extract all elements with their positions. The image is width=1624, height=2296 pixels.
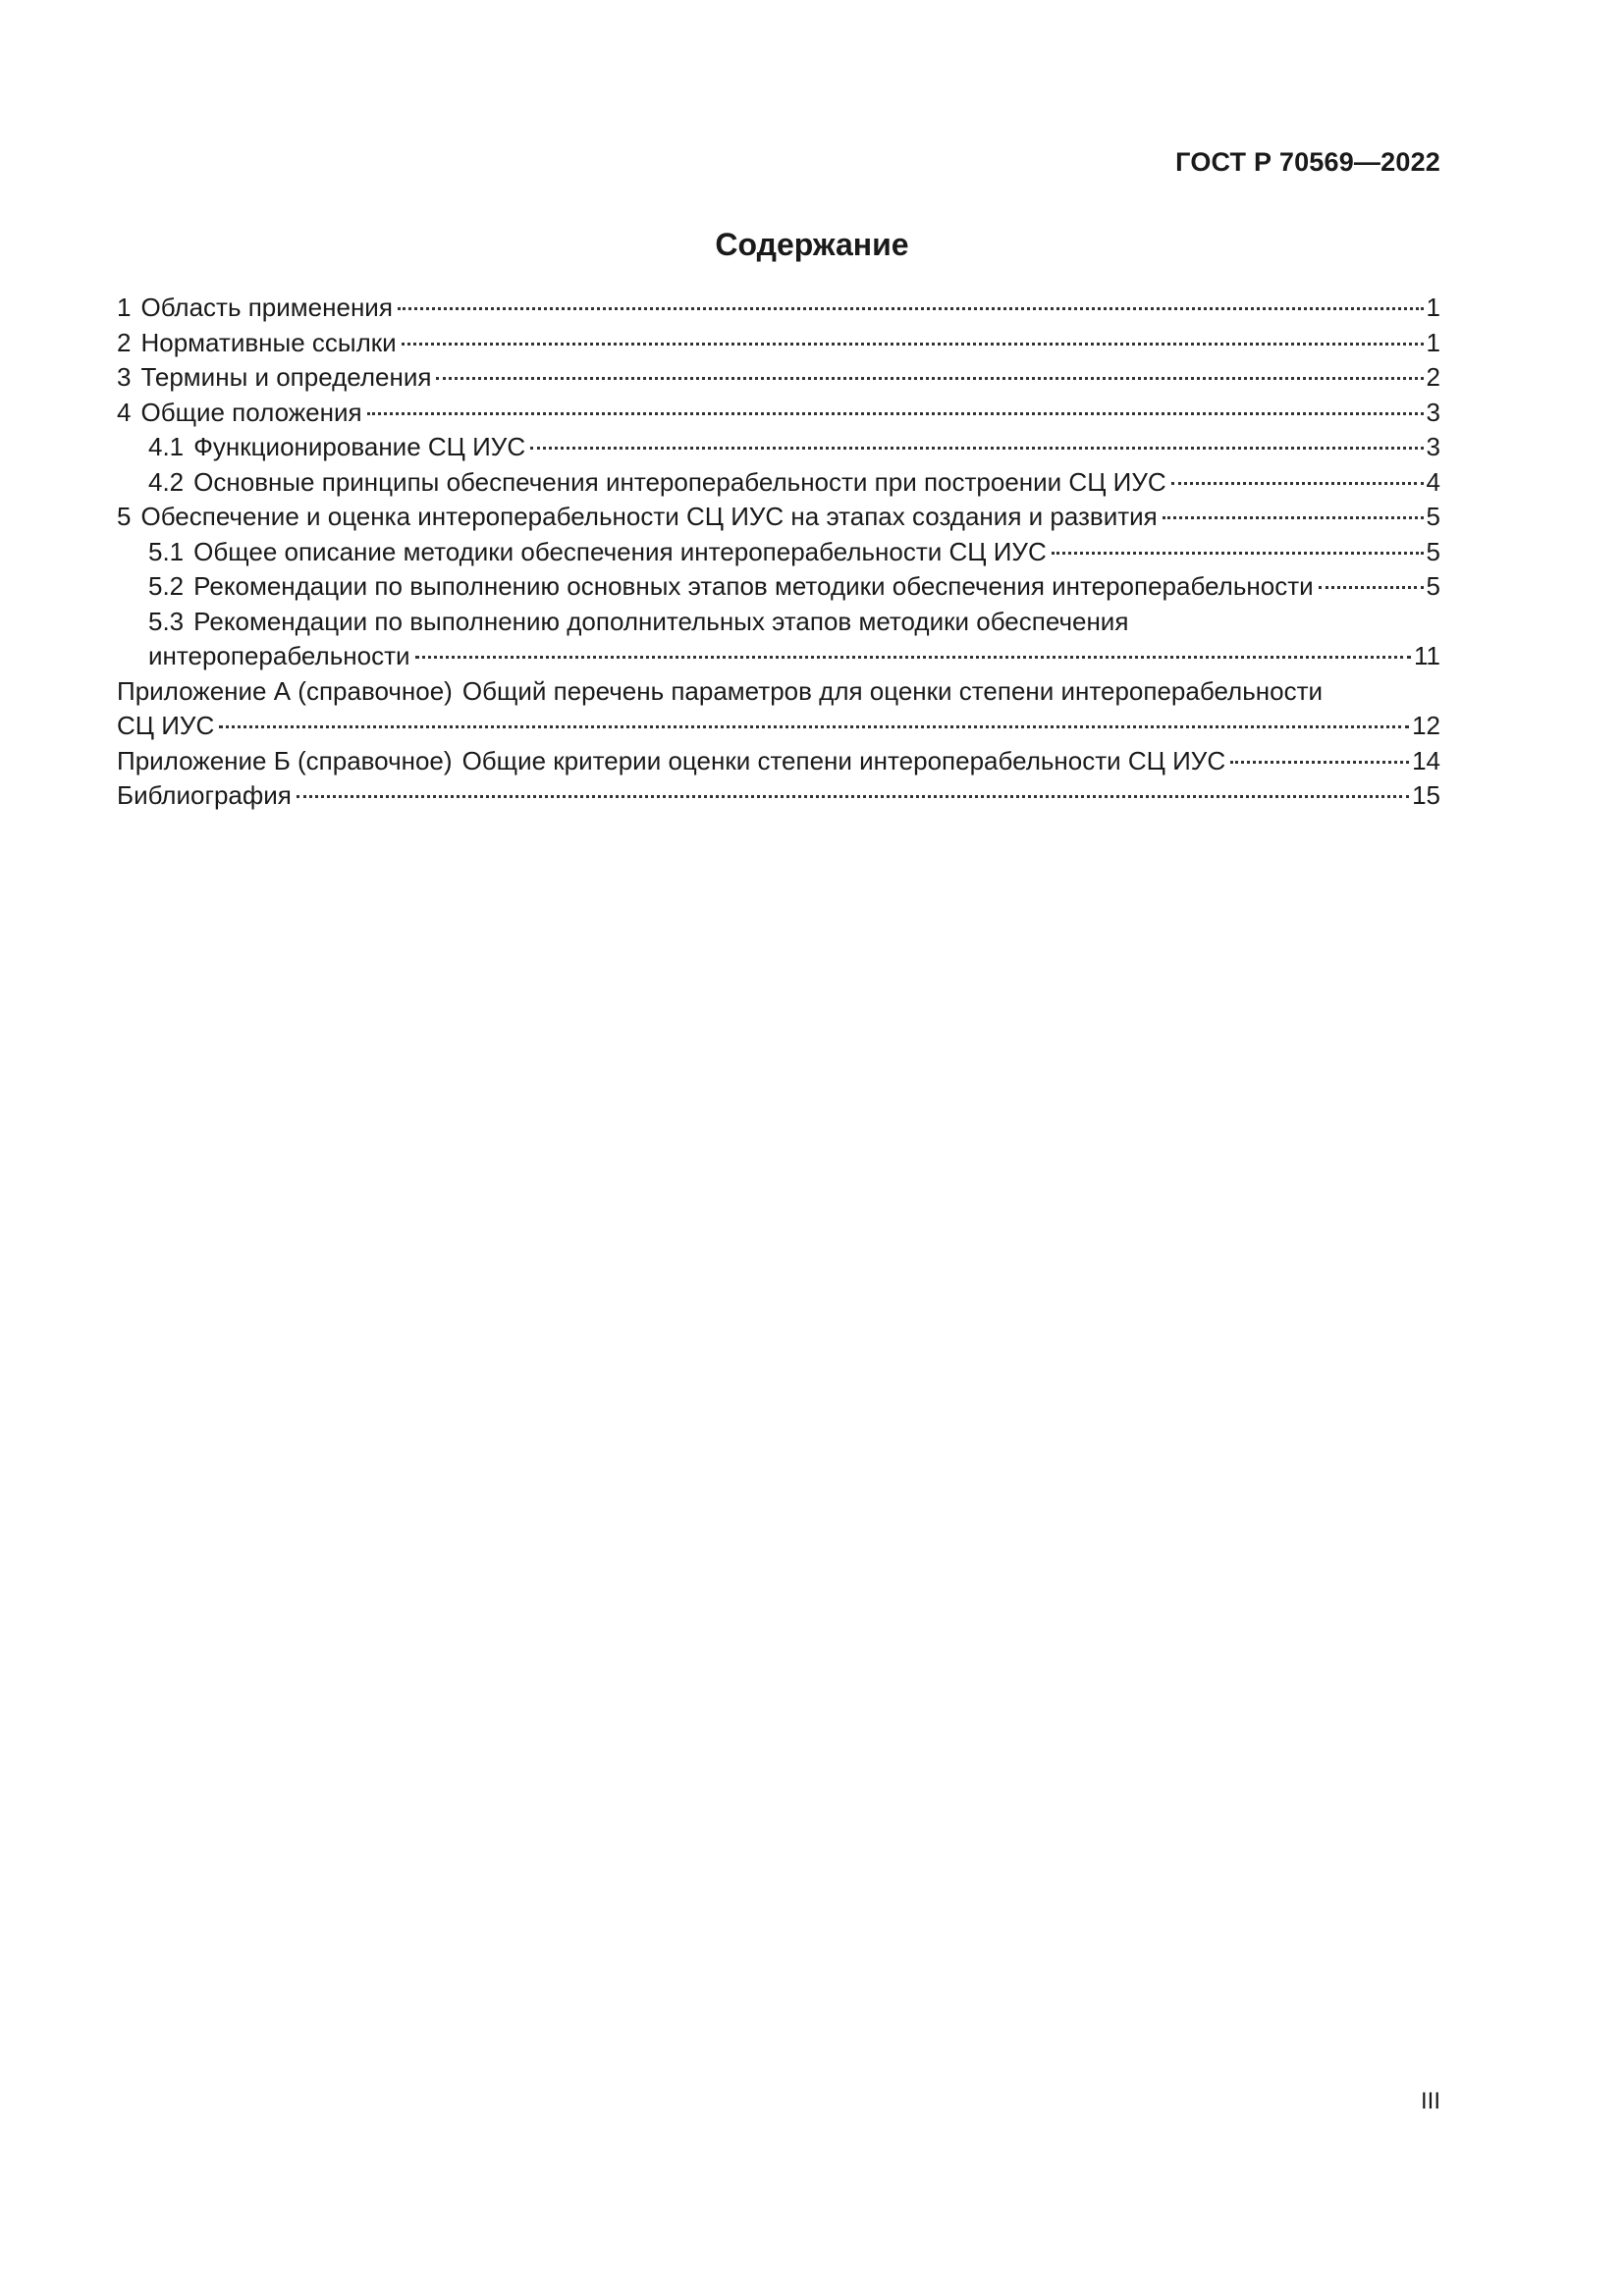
toc-entry-appendix-b[interactable] bbox=[117, 744, 1440, 779]
toc-entry-title: Библиография bbox=[117, 780, 292, 810]
toc-entry-5-2[interactable] bbox=[117, 569, 1440, 605]
dot-leader bbox=[219, 725, 1409, 728]
toc-entry-number: Приложение Б (справочное) bbox=[117, 745, 453, 775]
toc-entry-3[interactable] bbox=[117, 360, 1440, 396]
dot-leader bbox=[367, 412, 1424, 415]
toc-entry-number: 5 bbox=[117, 502, 132, 531]
toc-entry-title: Общие критерии оценки степени интероперабельности СЦ ИУС bbox=[461, 745, 1226, 775]
toc-entry-4[interactable] bbox=[117, 396, 1440, 431]
toc-entry-page: 5 bbox=[1426, 502, 1440, 531]
page-number: III bbox=[1420, 2088, 1440, 2114]
document-code: ГОСТ Р 70569—2022 bbox=[1175, 147, 1440, 177]
toc-entry-page: 2 bbox=[1426, 362, 1440, 392]
toc-entry-title: Обеспечение и оценка интероперабельности СЦ ИУС на этапах создания и развития bbox=[140, 502, 1158, 531]
toc-entry-title: Функционирование СЦ ИУС bbox=[193, 432, 526, 461]
toc-entry-number: 5.3 bbox=[148, 606, 185, 636]
toc-entry-1[interactable] bbox=[117, 291, 1440, 326]
dot-leader bbox=[530, 447, 1423, 450]
toc-entry-number: 2 bbox=[117, 327, 132, 357]
dot-leader bbox=[402, 343, 1424, 346]
toc-entry-page: 15 bbox=[1412, 780, 1440, 810]
toc-entry-title: Основные принципы обеспечения интероперабельности при построении СЦ ИУС bbox=[193, 466, 1166, 497]
dot-leader bbox=[436, 377, 1423, 380]
toc-entry-4-2[interactable] bbox=[117, 465, 1440, 501]
dot-leader bbox=[1163, 516, 1424, 519]
toc-entry-title: Общий перечень параметров для оценки степени интероперабельности bbox=[461, 675, 1324, 706]
toc-entry-page: 12 bbox=[1412, 711, 1440, 740]
dot-leader bbox=[415, 656, 1412, 659]
toc-entry-5-1[interactable] bbox=[117, 535, 1440, 570]
toc-entry-title: Общие положения bbox=[140, 397, 362, 427]
toc-entry-5[interactable] bbox=[117, 500, 1440, 535]
toc-entry-number: Приложение А (справочное) bbox=[117, 675, 453, 706]
toc-entry-number: 4 bbox=[117, 397, 132, 427]
toc-entry-title-continued: СЦ ИУС bbox=[117, 711, 215, 740]
toc-entry-page: 11 bbox=[1414, 641, 1440, 670]
toc-entry-page: 14 bbox=[1412, 745, 1440, 775]
toc-entry-number: 4.1 bbox=[148, 432, 185, 461]
toc-entry-number: 5.2 bbox=[148, 571, 185, 601]
toc-entry-appendix-a[interactable] bbox=[117, 674, 1440, 744]
toc-entry-page: 3 bbox=[1426, 432, 1440, 461]
toc-entry-number: 5.1 bbox=[148, 536, 185, 566]
dot-leader bbox=[1319, 586, 1424, 589]
toc-entry-5-3[interactable] bbox=[117, 605, 1440, 674]
dot-leader bbox=[1171, 482, 1424, 485]
toc-entry-title: Рекомендации по выполнению основных этапов методики обеспечения интероперабельности bbox=[193, 571, 1314, 601]
toc-entry-page: 3 bbox=[1426, 397, 1440, 427]
toc-entry-title: Термины и определения bbox=[140, 362, 432, 392]
toc-entry-number: 1 bbox=[117, 293, 132, 322]
toc-entry-title: Рекомендации по выполнению дополнительных этапов методики обеспечения bbox=[193, 606, 1129, 636]
toc-entry-page: 5 bbox=[1426, 536, 1440, 566]
dot-leader bbox=[1230, 761, 1409, 764]
toc-entry-title: Область применения bbox=[140, 293, 393, 322]
toc-entry-number: 3 bbox=[117, 362, 132, 392]
toc-entry-2[interactable] bbox=[117, 326, 1440, 361]
dot-leader bbox=[1052, 552, 1424, 555]
toc-entry-page: 1 bbox=[1426, 327, 1440, 357]
dot-leader bbox=[297, 795, 1409, 798]
toc-entry-title: Общее описание методики обеспечения интероперабельности СЦ ИУС bbox=[193, 536, 1047, 566]
table-of-contents bbox=[117, 291, 1440, 814]
dot-leader bbox=[398, 307, 1424, 310]
toc-title: Содержание bbox=[715, 227, 909, 262]
toc-entry-page: 4 bbox=[1426, 466, 1440, 497]
toc-entry-bibliography[interactable] bbox=[117, 778, 1440, 814]
toc-entry-page: 5 bbox=[1426, 571, 1440, 601]
toc-entry-page: 1 bbox=[1426, 293, 1440, 322]
toc-entry-title-continued: интероперабельности bbox=[148, 641, 410, 670]
toc-entry-number: 4.2 bbox=[148, 466, 185, 497]
toc-entry-4-1[interactable] bbox=[117, 430, 1440, 465]
toc-entry-title: Нормативные ссылки bbox=[140, 327, 397, 357]
